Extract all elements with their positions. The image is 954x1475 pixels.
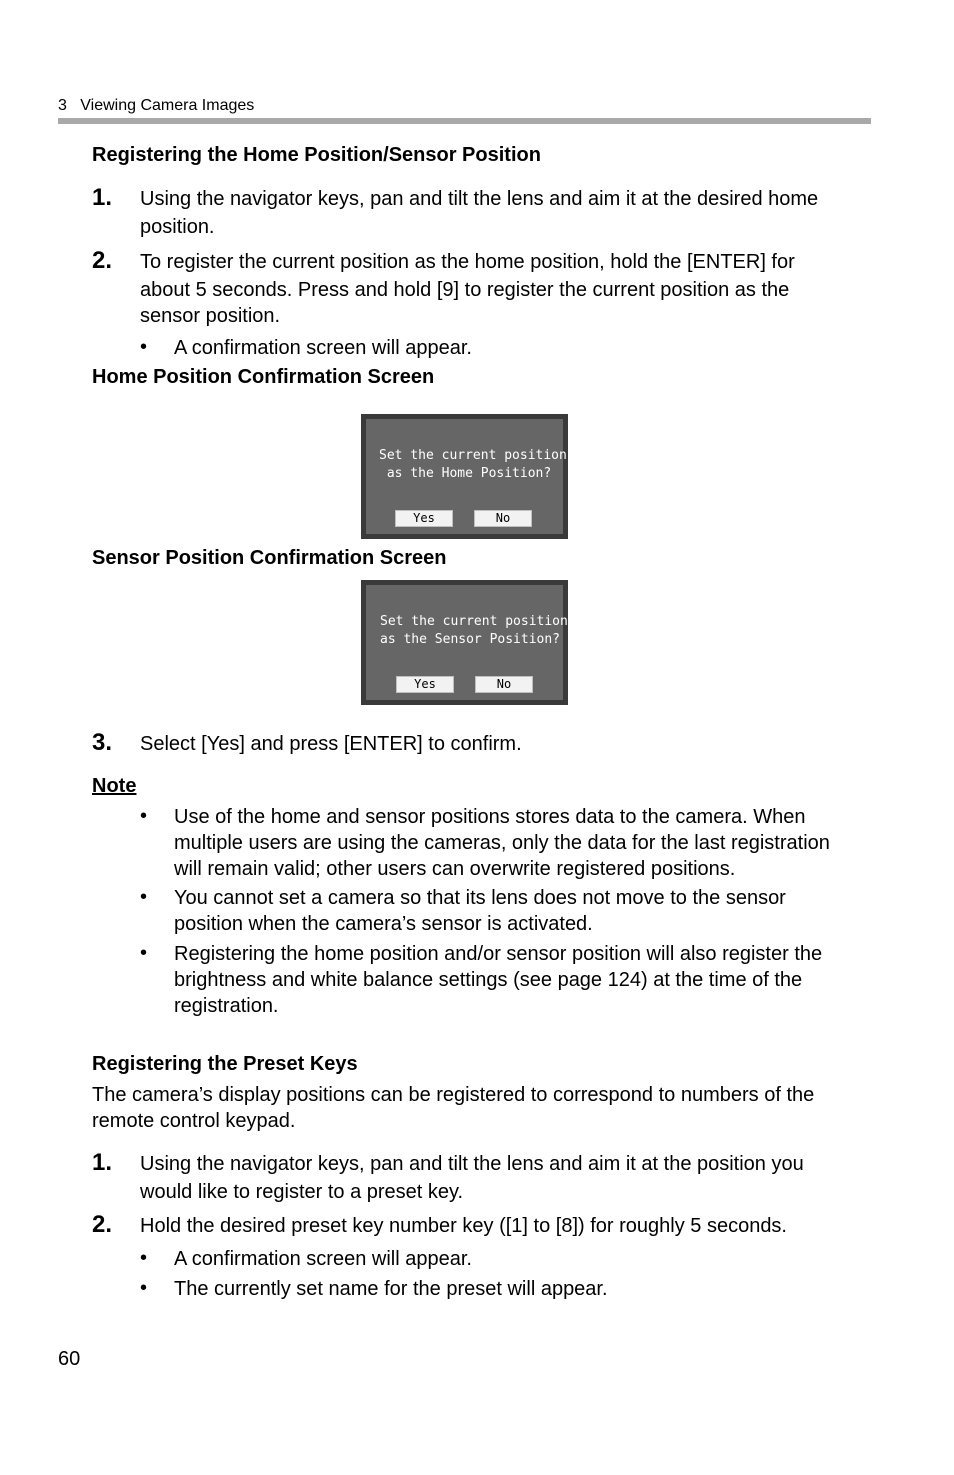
screen-panel [366,419,567,534]
step-text: Hold the desired preset key number key ([1] to [8]) for roughly 5 seconds. [140,1215,787,1237]
step-number: 1. [92,1149,113,1176]
page-number: 60 [58,1348,81,1370]
chapter-title: Viewing Camera Images [80,97,255,114]
sensor-screen-heading: Sensor Position Confirmation Screen [92,547,447,569]
bullet-text: A confirmation screen will appear. [174,1248,472,1270]
step-line: about 5 seconds. Press and hold [9] to register the current position as the [140,279,790,301]
section-heading-home-sensor: Registering the Home Position/Sensor Position [92,144,541,166]
chapter-number: 3 [58,97,67,114]
bullet-text: The currently set name for the preset will appear. [174,1278,608,1300]
note-heading: Note [92,775,137,797]
step-line: Using the navigator keys, pan and tilt the lens and aim it at the position you [140,1153,804,1175]
sensor-confirmation-screen [361,580,568,705]
step-number: 1. [92,184,113,211]
bullet-marker: • [140,1277,148,1299]
bullet-text: A confirmation screen will appear. [174,337,472,359]
step-line: would like to register to a preset key. [140,1181,464,1203]
step-line: position. [140,216,215,238]
step-text: Select [Yes] and press [ENTER] to confirm. [140,733,522,755]
bullet-marker: • [140,942,148,964]
yes-button[interactable]: Yes [396,676,454,693]
note-bullet-text [174,941,822,1019]
note-line: multiple users are using the cameras, only the data for the last registration [174,832,830,854]
note-line: position when the camera’s sensor is activated. [174,913,593,935]
bullet-marker: • [140,1247,148,1269]
screen-prompt-line: as the Sensor Position? [380,632,561,647]
no-button[interactable]: No [475,676,533,693]
screen-panel [366,585,568,700]
note-line: You cannot set a camera so that its lens does not move to the sensor [174,887,786,909]
note-line: registration. [174,995,279,1017]
home-confirmation-screen [361,414,568,539]
step-line: To register the current position as the home position, hold the [ENTER] for [140,251,795,273]
step-text [140,186,818,240]
section-intro [92,1082,814,1134]
note-line: Use of the home and sensor positions stores data to the camera. When [174,806,806,828]
header-rule [58,118,871,124]
intro-line: The camera’s display positions can be registered to correspond to numbers of the [92,1084,815,1106]
note-line: Registering the home position and/or sensor position will also register the [174,943,823,965]
bullet-marker: • [140,805,148,827]
step-number: 2. [92,1211,113,1238]
bullet-marker: • [140,336,148,358]
section-heading-preset-keys: Registering the Preset Keys [92,1053,358,1075]
home-screen-heading: Home Position Confirmation Screen [92,366,435,388]
step-text [140,249,795,329]
step-number: 2. [92,247,113,274]
step-line: Using the navigator keys, pan and tilt the lens and aim it at the desired home [140,188,819,210]
step-text [140,1151,804,1205]
yes-button[interactable]: Yes [395,510,453,527]
screen-prompt-line: Set the current position [379,448,567,463]
intro-line: remote control keypad. [92,1110,296,1132]
bullet-marker: • [140,886,148,908]
step-number: 3. [92,729,113,756]
screen-prompt-line: as the Home Position? [379,466,552,481]
no-button[interactable]: No [474,510,532,527]
note-bullet-text [174,885,786,937]
note-bullet-text [174,804,830,882]
running-header [58,97,254,115]
note-line: will remain valid; other users can overwrite registered positions. [174,858,736,880]
step-line: sensor position. [140,305,281,327]
screen-prompt-line: Set the current position [380,614,568,629]
note-line: brightness and white balance settings (see page 124) at the time of the [174,969,803,991]
